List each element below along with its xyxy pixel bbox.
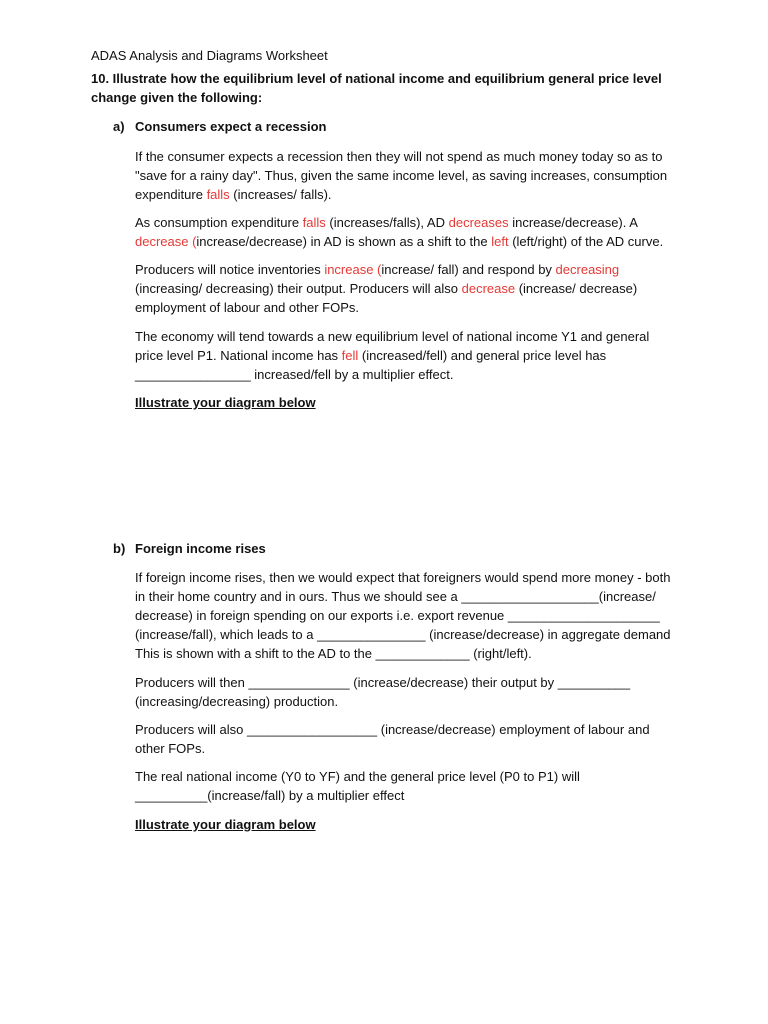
section-a-title: Consumers expect a recession bbox=[135, 119, 327, 134]
question-10: 10. Illustrate how the equilibrium level of national income and equilibrium general price level change given the following: bbox=[91, 71, 662, 105]
text-run: (increases/falls), AD bbox=[325, 215, 449, 230]
text-run: increase/decrease). A bbox=[508, 215, 638, 230]
answer-decrease: decrease bbox=[461, 281, 516, 296]
section-b-illustrate-heading: Illustrate your diagram below bbox=[135, 817, 316, 832]
section-a-diagram-area bbox=[135, 418, 680, 533]
answer-fell: fell bbox=[341, 348, 359, 363]
text-run: (increases/ falls). bbox=[229, 187, 332, 202]
answer-falls: falls bbox=[206, 187, 230, 202]
text-run: If the consumer expects a recession then they will not spend as much money today so as to "save for a rainy day". Thus, given the same income level, as saving increases, consumption expenditure bbox=[135, 149, 668, 202]
text-run: increase/decrease) in AD is shown as a shift to the bbox=[196, 234, 492, 249]
section-b-heading bbox=[113, 540, 266, 558]
text-run: increase/ fall) and respond by bbox=[381, 262, 556, 277]
text-run: (increasing/ decreasing) their output. Producers will also bbox=[135, 281, 462, 296]
answer-falls: falls bbox=[302, 215, 326, 230]
document-title: ADAS Analysis and Diagrams Worksheet bbox=[91, 48, 328, 63]
section-b-diagram-area bbox=[135, 840, 680, 1000]
section-b-paragraph-4: The real national income (Y0 to YF) and the general price level (P0 to P1) will __________(increase/fall) by a multiplier effect bbox=[135, 769, 580, 803]
text-run: As consumption expenditure bbox=[135, 215, 303, 230]
section-a-paragraph-3 bbox=[135, 260, 680, 317]
section-b-marker: b) bbox=[113, 541, 126, 556]
answer-decrease: decrease ( bbox=[135, 234, 197, 249]
section-b-paragraph-3: Producers will also __________________ (increase/decrease) employment of labour and other FOPs. bbox=[135, 722, 650, 756]
answer-decreases: decreases bbox=[448, 215, 509, 230]
answer-increase: increase ( bbox=[324, 262, 382, 277]
text-run: Producers will notice inventories bbox=[135, 262, 325, 277]
text-run: The economy will tend towards a new equilibrium level of national income Y1 and general price level P1. National income has bbox=[135, 329, 650, 363]
section-a-marker: a) bbox=[113, 119, 125, 134]
section-b-paragraph-2: Producers will then ______________ (increase/decrease) their output by __________ (increasing/decreasing) production. bbox=[135, 675, 631, 709]
section-a-paragraph-1 bbox=[135, 147, 680, 204]
section-b-paragraph-1: If foreign income rises, then we would expect that foreigners would spend more money - both in their home country and in ours. Thus we should see a ___________________(increase/ decrease) in foreign spending on our exports i.e. export revenue _____________________ (increase/fall), which leads to a _______________ (increase/decrease) in aggregate demand This is shown with a shift to the AD to the _____________ (right/left). bbox=[135, 570, 671, 661]
answer-left: left bbox=[491, 234, 509, 249]
text-run: (increased/fell) and general price level has ________________ increased/fell by a multiplier effect. bbox=[135, 348, 607, 382]
section-a-paragraph-2 bbox=[135, 213, 680, 251]
answer-decreasing: decreasing bbox=[555, 262, 620, 277]
text-run: (left/right) of the AD curve. bbox=[508, 234, 664, 249]
text-run: (increase/ decrease) employment of labour and other FOPs. bbox=[135, 281, 638, 315]
section-a-heading bbox=[113, 118, 326, 136]
section-a-paragraph-4 bbox=[135, 327, 680, 384]
section-b-title: Foreign income rises bbox=[135, 541, 266, 556]
section-a-illustrate-heading: Illustrate your diagram below bbox=[135, 395, 316, 410]
